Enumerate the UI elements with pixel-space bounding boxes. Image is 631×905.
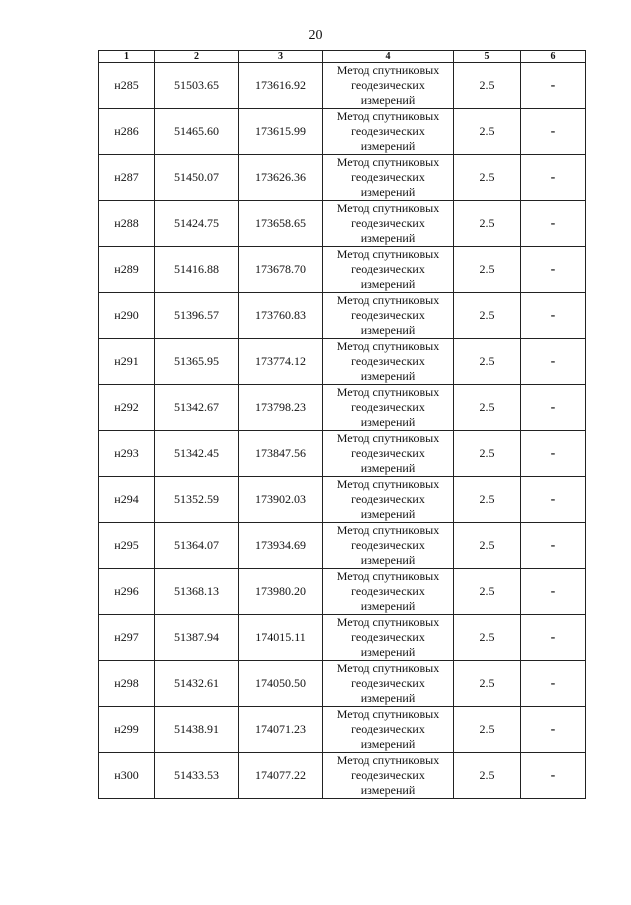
table-row bbox=[99, 707, 586, 753]
method-line: измерений bbox=[360, 507, 416, 521]
method-cell bbox=[323, 661, 454, 707]
x-coordinate-cell: 51424.75 bbox=[155, 201, 239, 247]
y-coordinate-cell: 173934.69 bbox=[239, 523, 323, 569]
method-line: измерений bbox=[360, 185, 416, 199]
x-coordinate-cell: 51342.45 bbox=[155, 431, 239, 477]
y-coordinate-cell: 173616.92 bbox=[239, 63, 323, 109]
method-cell bbox=[323, 63, 454, 109]
x-coordinate-cell: 51396.57 bbox=[155, 293, 239, 339]
method-line: Метод спутниковых bbox=[336, 63, 440, 77]
x-coordinate-cell: 51433.53 bbox=[155, 753, 239, 799]
method-line: геодезических bbox=[351, 400, 425, 414]
y-coordinate-cell: 173980.20 bbox=[239, 569, 323, 615]
y-coordinate-cell: 173798.23 bbox=[239, 385, 323, 431]
point-cell: н300 bbox=[99, 753, 155, 799]
accuracy-cell: 2.5 bbox=[454, 615, 521, 661]
point-cell: н298 bbox=[99, 661, 155, 707]
method-line: измерений bbox=[360, 369, 416, 383]
note-cell: - bbox=[521, 753, 586, 799]
y-coordinate-cell: 173774.12 bbox=[239, 339, 323, 385]
note-cell: - bbox=[521, 247, 586, 293]
y-coordinate-cell: 174077.22 bbox=[239, 753, 323, 799]
method-line: измерений bbox=[360, 783, 416, 797]
method-cell bbox=[323, 339, 454, 385]
point-cell: н299 bbox=[99, 707, 155, 753]
note-cell: - bbox=[521, 293, 586, 339]
method-line: Метод спутниковых bbox=[336, 339, 440, 353]
point-cell: н293 bbox=[99, 431, 155, 477]
note-cell: - bbox=[521, 63, 586, 109]
page-number: 20 bbox=[308, 28, 323, 43]
table-row bbox=[99, 339, 586, 385]
x-coordinate-cell: 51387.94 bbox=[155, 615, 239, 661]
accuracy-cell: 2.5 bbox=[454, 201, 521, 247]
method-cell bbox=[323, 385, 454, 431]
accuracy-cell: 2.5 bbox=[454, 385, 521, 431]
point-cell: н291 bbox=[99, 339, 155, 385]
table-row bbox=[99, 247, 586, 293]
accuracy-cell: 2.5 bbox=[454, 707, 521, 753]
note-cell: - bbox=[521, 109, 586, 155]
x-coordinate-cell: 51364.07 bbox=[155, 523, 239, 569]
x-coordinate-cell: 51368.13 bbox=[155, 569, 239, 615]
method-line: геодезических bbox=[351, 124, 425, 138]
point-cell: н292 bbox=[99, 385, 155, 431]
accuracy-cell: 2.5 bbox=[454, 753, 521, 799]
x-coordinate-cell: 51450.07 bbox=[155, 155, 239, 201]
method-line: измерений bbox=[360, 553, 416, 567]
table-row bbox=[99, 477, 586, 523]
method-line: Метод спутниковых bbox=[336, 477, 440, 491]
method-line: Метод спутниковых bbox=[336, 293, 440, 307]
accuracy-cell: 2.5 bbox=[454, 523, 521, 569]
y-coordinate-cell: 173847.56 bbox=[239, 431, 323, 477]
accuracy-cell: 2.5 bbox=[454, 661, 521, 707]
column-header: 4 bbox=[323, 51, 454, 63]
method-line: измерений bbox=[360, 599, 416, 613]
x-coordinate-cell: 51438.91 bbox=[155, 707, 239, 753]
x-coordinate-cell: 51465.60 bbox=[155, 109, 239, 155]
column-header: 1 bbox=[99, 51, 155, 63]
method-cell bbox=[323, 523, 454, 569]
method-line: геодезических bbox=[351, 630, 425, 644]
method-line: геодезических bbox=[351, 722, 425, 736]
method-line: измерений bbox=[360, 231, 416, 245]
method-cell bbox=[323, 293, 454, 339]
table-row bbox=[99, 293, 586, 339]
method-line: Метод спутниковых bbox=[336, 707, 440, 721]
method-line: геодезических bbox=[351, 676, 425, 690]
method-line: геодезических bbox=[351, 216, 425, 230]
table-row bbox=[99, 201, 586, 247]
note-cell: - bbox=[521, 523, 586, 569]
method-cell bbox=[323, 201, 454, 247]
method-line: измерений bbox=[360, 645, 416, 659]
note-cell: - bbox=[521, 339, 586, 385]
accuracy-cell: 2.5 bbox=[454, 477, 521, 523]
point-cell: н295 bbox=[99, 523, 155, 569]
method-line: геодезических bbox=[351, 584, 425, 598]
table-row bbox=[99, 431, 586, 477]
y-coordinate-cell: 173902.03 bbox=[239, 477, 323, 523]
y-coordinate-cell: 173678.70 bbox=[239, 247, 323, 293]
x-coordinate-cell: 51416.88 bbox=[155, 247, 239, 293]
y-coordinate-cell: 174050.50 bbox=[239, 661, 323, 707]
method-cell bbox=[323, 753, 454, 799]
x-coordinate-cell: 51432.61 bbox=[155, 661, 239, 707]
method-line: геодезических bbox=[351, 492, 425, 506]
method-line: измерений bbox=[360, 323, 416, 337]
method-line: измерений bbox=[360, 277, 416, 291]
accuracy-cell: 2.5 bbox=[454, 569, 521, 615]
point-cell: н290 bbox=[99, 293, 155, 339]
header-row bbox=[99, 51, 586, 63]
method-cell bbox=[323, 247, 454, 293]
x-coordinate-cell: 51352.59 bbox=[155, 477, 239, 523]
y-coordinate-cell: 173615.99 bbox=[239, 109, 323, 155]
method-line: Метод спутниковых bbox=[336, 201, 440, 215]
method-line: геодезических bbox=[351, 768, 425, 782]
table-row bbox=[99, 569, 586, 615]
method-cell bbox=[323, 569, 454, 615]
table-row bbox=[99, 661, 586, 707]
accuracy-cell: 2.5 bbox=[454, 339, 521, 385]
method-line: Метод спутниковых bbox=[336, 615, 440, 629]
x-coordinate-cell: 51503.65 bbox=[155, 63, 239, 109]
method-cell bbox=[323, 155, 454, 201]
method-line: геодезических bbox=[351, 170, 425, 184]
x-coordinate-cell: 51342.67 bbox=[155, 385, 239, 431]
method-line: измерений bbox=[360, 461, 416, 475]
table-row bbox=[99, 155, 586, 201]
accuracy-cell: 2.5 bbox=[454, 109, 521, 155]
note-cell: - bbox=[521, 615, 586, 661]
method-line: Метод спутниковых bbox=[336, 753, 440, 767]
point-cell: н286 bbox=[99, 109, 155, 155]
accuracy-cell: 2.5 bbox=[454, 155, 521, 201]
column-header: 3 bbox=[239, 51, 323, 63]
y-coordinate-cell: 173760.83 bbox=[239, 293, 323, 339]
method-line: Метод спутниковых bbox=[336, 431, 440, 445]
method-line: Метод спутниковых bbox=[336, 385, 440, 399]
note-cell: - bbox=[521, 707, 586, 753]
point-cell: н288 bbox=[99, 201, 155, 247]
point-cell: н294 bbox=[99, 477, 155, 523]
column-header: 2 bbox=[155, 51, 239, 63]
method-line: измерений bbox=[360, 737, 416, 751]
note-cell: - bbox=[521, 155, 586, 201]
method-line: Метод спутниковых bbox=[336, 247, 440, 261]
table-row bbox=[99, 753, 586, 799]
method-line: Метод спутниковых bbox=[336, 155, 440, 169]
method-line: геодезических bbox=[351, 354, 425, 368]
y-coordinate-cell: 173626.36 bbox=[239, 155, 323, 201]
column-header: 6 bbox=[521, 51, 586, 63]
note-cell: - bbox=[521, 661, 586, 707]
accuracy-cell: 2.5 bbox=[454, 293, 521, 339]
method-cell bbox=[323, 615, 454, 661]
y-coordinate-cell: 174071.23 bbox=[239, 707, 323, 753]
accuracy-cell: 2.5 bbox=[454, 63, 521, 109]
point-cell: н296 bbox=[99, 569, 155, 615]
method-cell bbox=[323, 431, 454, 477]
method-line: геодезических bbox=[351, 308, 425, 322]
method-line: геодезических bbox=[351, 78, 425, 92]
note-cell: - bbox=[521, 385, 586, 431]
method-line: геодезических bbox=[351, 262, 425, 276]
method-line: Метод спутниковых bbox=[336, 109, 440, 123]
point-cell: н289 bbox=[99, 247, 155, 293]
method-line: Метод спутниковых bbox=[336, 569, 440, 583]
table-row bbox=[99, 385, 586, 431]
y-coordinate-cell: 173658.65 bbox=[239, 201, 323, 247]
method-cell bbox=[323, 707, 454, 753]
table-row bbox=[99, 63, 586, 109]
table-row bbox=[99, 615, 586, 661]
method-cell bbox=[323, 477, 454, 523]
point-cell: н297 bbox=[99, 615, 155, 661]
column-header: 5 bbox=[454, 51, 521, 63]
note-cell: - bbox=[521, 431, 586, 477]
coordinates-table bbox=[98, 50, 586, 799]
accuracy-cell: 2.5 bbox=[454, 247, 521, 293]
method-line: измерений bbox=[360, 139, 416, 153]
method-line: Метод спутниковых bbox=[336, 523, 440, 537]
y-coordinate-cell: 174015.11 bbox=[239, 615, 323, 661]
note-cell: - bbox=[521, 201, 586, 247]
point-cell: н285 bbox=[99, 63, 155, 109]
note-cell: - bbox=[521, 569, 586, 615]
method-line: геодезических bbox=[351, 446, 425, 460]
method-line: измерений bbox=[360, 691, 416, 705]
table-row bbox=[99, 523, 586, 569]
method-line: измерений bbox=[360, 415, 416, 429]
method-line: Метод спутниковых bbox=[336, 661, 440, 675]
table-row bbox=[99, 109, 586, 155]
method-cell bbox=[323, 109, 454, 155]
method-line: геодезических bbox=[351, 538, 425, 552]
point-cell: н287 bbox=[99, 155, 155, 201]
note-cell: - bbox=[521, 477, 586, 523]
x-coordinate-cell: 51365.95 bbox=[155, 339, 239, 385]
accuracy-cell: 2.5 bbox=[454, 431, 521, 477]
method-line: измерений bbox=[360, 93, 416, 107]
